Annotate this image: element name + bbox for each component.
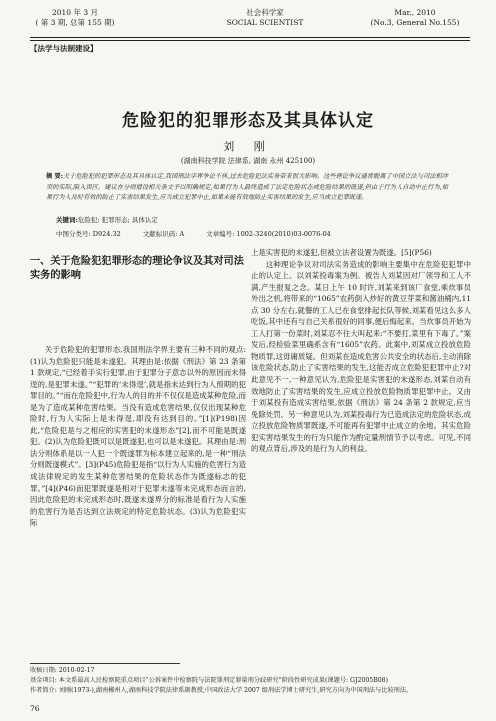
article-title: 危险犯的犯罪形态及其具体认定 bbox=[122, 111, 374, 131]
document-code: 文献标识码: A bbox=[142, 230, 185, 238]
footnote-rule bbox=[30, 663, 180, 664]
header-journal: 社会科学家 SOCIAL SCIENTIST bbox=[226, 8, 304, 27]
right-column bbox=[251, 247, 471, 455]
author-affiliation: (湖南科技学院 法律系, 湖南 永州 425100) bbox=[180, 157, 316, 165]
keywords-label: 关键词: bbox=[56, 216, 78, 224]
keywords-text: 危险犯; 犯罪形态; 具体认定 bbox=[77, 216, 158, 224]
abstract-text: 关于危险犯的犯罪形态及其具体认定,我国刑法学界争论不休,过去危险犯法实务带来很大影响。这些理论争议通常脱离了中国立法与司法相冲突的实际,陷入误区。建议在分则增设相关条文予以明确规定,如果行为人最终造成了法定危险状态或危险结果的既遂,但由于行为人自动中止行为,如果行为人及时有效的防止了实害结果发生,应当成立犯罪中止,如果未能有效地防止实害结果的发生,应当成立犯罪既遂。 bbox=[46, 173, 448, 202]
keywords bbox=[56, 215, 448, 224]
header-issue-en: Mar., 2010 (No.3, General No.155) bbox=[370, 8, 460, 27]
header-issue-cn: 2010 年 3 月 ( 第 3 期, 总第 155 期) bbox=[35, 8, 115, 27]
footnotes bbox=[30, 666, 470, 697]
header-rule-thin bbox=[30, 40, 470, 41]
paragraph: 上是实害犯的未遂犯,但被立法者设置为既遂。[5](P56) bbox=[251, 248, 432, 257]
running-header bbox=[30, 8, 470, 36]
section-heading: 一、关于危险犯犯罪形态的理论争议及其对司法实务的影响 bbox=[30, 256, 244, 281]
classification-line bbox=[56, 229, 448, 238]
paragraph: 这种理论争议对司法实务造成的影响主要集中在危险犯犯罪中止的认定上。以刘某投毒案为例。被告人刘某因对厂领导和工人不满,产生报复之念。某日上午 10 时许,刘某来到该厂食堂,乘炊事员外出之机,将带来的“1065”农药倒入炒好的黄豆芽菜和酱油桶内,11 点 30 分左右,就餐的工人已在食堂排起长队等候,刘某看见这么多人吃饭,其中还有与自己关系很好的同事,便后悔起来。当炊事员开始为工人打第一份菜时,刘某忍不住大叫起来:“不要打,菜里有下毒了。”案发后,经检验菜里确系含有“1605”农药。此案中,刘某成立投放危险物质罪,这毋庸质疑。但刘某在造成危害公共安全的状态后,主动消除该危险状态,防止了实害结果的发生,这能否成立危险犯犯罪中止?对此意见不一,一种意见认为,危险犯是实害犯的未遂形态,刘某自动有效地防止了实害结果的发生,应成立投放危险物质罪犯罪中止。又由于刘某投有造成实害结果,依据《刑法》第 24 条第 2 款规定,应当免除处罚。另一种意见认为,刘某投毒行为已造成法定的危险状态,成立投放危险物质罪既遂,不可能再有犯罪中止成立的余地。其实危险犯实害结果发生的行为只能作为酌定量刑情节予以考虑。可见,不同的观点背后,涉及的是行为人的利益。 bbox=[251, 259, 471, 454]
clc-number: 中图分类号: D924.32 bbox=[56, 230, 121, 238]
footnote-author: 作者简介: 刘刚(1973-),湖南郴州人,湖南科技学院法律系副教授,中国政法大学 2007 级刑法学博士研究生,研究方向为中国刑法与比较刑法。 bbox=[30, 687, 413, 695]
abstract-label: 摘 要: bbox=[46, 173, 63, 180]
left-column bbox=[30, 344, 246, 529]
page-number: 76 bbox=[30, 704, 40, 713]
footnote-received: 收稿日期: 2010-02-17 bbox=[30, 667, 95, 674]
author-name: 刘 刚 bbox=[223, 140, 273, 153]
header-rule-thick bbox=[30, 37, 470, 38]
abstract bbox=[46, 172, 448, 204]
section-tag: 【法学与法制建设】 bbox=[30, 44, 98, 53]
article-number: 文章编号: 1002-3240(2010)03-0076-04 bbox=[206, 230, 331, 238]
footnote-funding: 基金项目: 本文系最高人民检察院重点项目“公诉案件中检察院与法院罪刑定罪量刑分歧研究”阶段性研究成果(课题号: GJ2005B08) bbox=[30, 677, 389, 685]
paragraph: 关于危险犯的犯罪形态,我国刑法学界主要有三种不同的观点: (1)认为危险犯只能是未遂犯。其理由是:依据《刑法》第 23 条第 1 款规定,“已经着手实行犯罪,由于犯罪分子意志以外的原因而未得逞的,是犯罪未遂。”“犯罪的‘未得逞’,就是指未达到行为人预期的犯罪目的。”“而在危险犯中,行为人的目的并不仅仅是造成某种危险,而是为了造成某种危害结果。当没有造成危害结果,仅仅出现某种危险时,行为人实际上是未得逞,即没有达到目的。”[1](P198)因此,“危险犯是与之相应的实害犯的未遂形态”[2],而不可能是既遂犯。(2)认为危险犯既可以是既遂犯,也可以是未遂犯。其理由是:刑法分则体系是以一人犯一个既遂罪为标本建立起来的,是一种“刑法分则既遂模式”。[3](P45)危险犯是指“以行为人实施的危害行为造成法律规定的发生某种危害结果的危险状态作为既遂标志的犯罪。”[4](P46)而犯罪既遂是相对于犯罪未遂等未完成形态而言的,因此危险犯的未完成形态时,既遂未遂界分的标准是看行为人实施的危害行为是否达到立法规定的特定危险状态。(3)认为危险犯实际 bbox=[30, 345, 246, 528]
